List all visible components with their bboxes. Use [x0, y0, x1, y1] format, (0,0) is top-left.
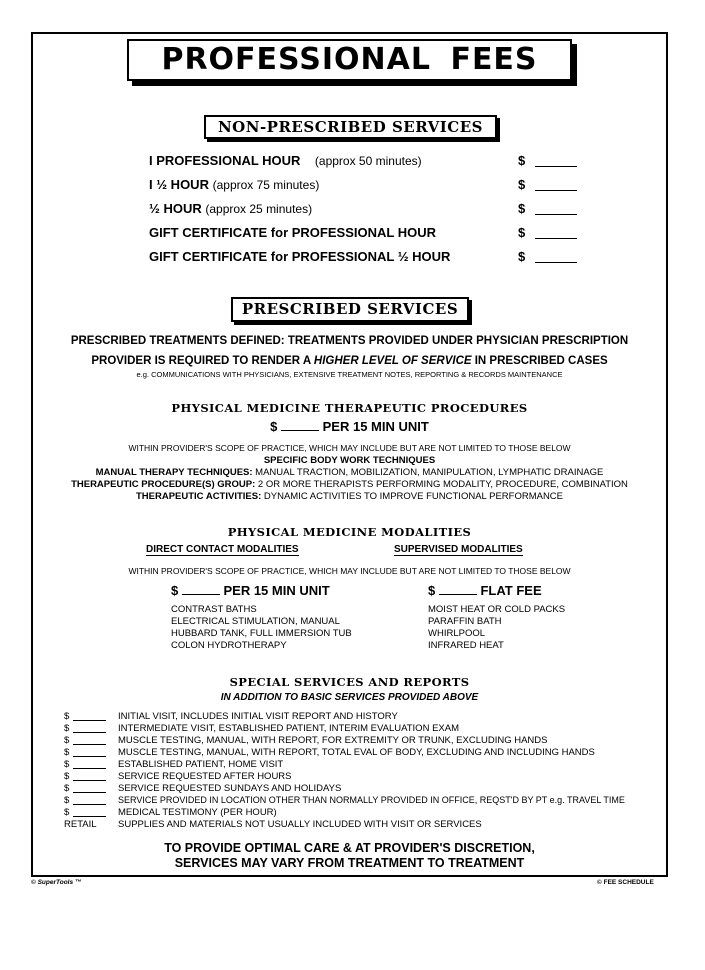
therapeutic-line-text: MANUAL TRACTION, MOBILIZATION, MANIPULATION, LYMPHATIC DRAINAGE: [252, 467, 604, 478]
retail-label: RETAIL: [64, 819, 97, 830]
therapeutic-line-label: THERAPEUTIC ACTIVITIES:: [135, 491, 262, 502]
fee-currency: $: [518, 225, 526, 240]
special-item: SERVICE REQUESTED AFTER HOURS: [118, 771, 292, 782]
prescribed-defined: PRESCRIBED TREATMENTS DEFINED: TREATMENTS PROVIDED UNDER PHYSICIAN PRESCRIPTION: [70, 335, 629, 347]
special-item: SUPPLIES AND MATERIALS NOT USUALLY INCLUDED WITH VISIT OR SERVICES: [118, 819, 482, 830]
special-item: SERVICE REQUESTED SUNDAYS AND HOLIDAYS: [118, 783, 342, 794]
special-currency: $: [64, 795, 70, 806]
direct-unit-line: [171, 583, 330, 598]
special-subheading: IN ADDITION TO BASIC SERVICES PROVIDED ABOVE: [220, 692, 479, 703]
special-currency: $: [64, 711, 70, 722]
fee-row: [149, 201, 312, 216]
prescribed-heading-box: [231, 297, 469, 322]
fee-row-note: (approx 50 minutes): [314, 154, 422, 168]
provider-requirement-end: IN PRESCRIBED CASES: [471, 355, 608, 367]
special-blank-field[interactable]: [73, 804, 106, 805]
fee-blank-field[interactable]: [535, 262, 577, 263]
special-item: MUSCLE TESTING, MANUAL, WITH REPORT, FOR EXTREMITY OR TRUNK, EXCLUDING HANDS: [118, 735, 548, 746]
therapeutic-currency: $: [270, 419, 278, 434]
non-prescribed-heading-box: [204, 115, 497, 139]
fee-row-label: I ½ HOUR: [149, 177, 209, 192]
therapeutic-line-text: 2 OR MORE THERAPISTS PERFORMING MODALITY, PROCEDURE, COMBINATION: [255, 479, 628, 490]
page-title-box: [127, 39, 572, 81]
special-blank-field[interactable]: [73, 780, 106, 781]
list-item: MOIST HEAT OR COLD PACKS: [428, 604, 566, 615]
direct-modalities-label: DIRECT CONTACT MODALITIES: [146, 544, 299, 555]
therapeutic-line: [31, 467, 668, 478]
list-item: PARAFFIN BATH: [428, 616, 502, 627]
special-currency: $: [64, 783, 70, 794]
page-title: PROFESSIONAL FEES: [161, 42, 538, 77]
footer-copyright: © SuperTools ™: [31, 879, 82, 886]
non-prescribed-heading: NON-PRESCRIBED SERVICES: [217, 118, 484, 136]
modalities-heading: PHYSICAL MEDICINE MODALITIES: [227, 525, 472, 539]
therapeutic-line-label: MANUAL THERAPY TECHNIQUES:: [95, 467, 253, 478]
therapeutic-line: [31, 479, 668, 490]
list-item: HUBBARD TANK, FULL IMMERSION TUB: [171, 628, 352, 639]
fee-row: [149, 153, 422, 168]
provider-requirement-start: PROVIDER IS REQUIRED TO RENDER A: [91, 355, 314, 367]
list-item: ELECTRICAL STIMULATION, MANUAL: [171, 616, 340, 627]
fee-row-label: ½ HOUR: [149, 201, 202, 216]
closing-line-1: TO PROVIDE OPTIMAL CARE & AT PROVIDER'S DISCRETION,: [164, 841, 535, 855]
special-item: INITIAL VISIT, INCLUDES INITIAL VISIT REPORT AND HISTORY: [118, 711, 398, 722]
fee-blank-field[interactable]: [535, 214, 577, 215]
therapeutic-line-label: THERAPEUTIC PROCEDURE(S) GROUP:: [71, 479, 256, 490]
special-item: INTERMEDIATE VISIT, ESTABLISHED PATIENT, INTERIM EVALUATION EXAM: [118, 723, 459, 734]
provider-requirement-emphasis: HIGHER LEVEL OF SERVICE: [313, 355, 472, 367]
special-currency: $: [64, 747, 70, 758]
fee-row-label: GIFT CERTIFICATE for PROFESSIONAL HOUR: [149, 225, 436, 240]
supervised-currency: $: [428, 583, 436, 598]
therapeutic-blank-field[interactable]: [281, 430, 319, 431]
fee-row-label: GIFT CERTIFICATE for PROFESSIONAL ½ HOUR: [149, 249, 451, 264]
direct-unit: PER 15 MIN UNIT: [223, 583, 330, 598]
special-currency: $: [64, 759, 70, 770]
special-blank-field[interactable]: [73, 792, 106, 793]
therapeutic-unit: PER 15 MIN UNIT: [322, 419, 429, 434]
provider-requirement: [31, 355, 668, 367]
fee-blank-field[interactable]: [535, 166, 577, 167]
fee-row: [149, 177, 319, 192]
footer-schedule: © FEE SCHEDULE: [597, 879, 654, 886]
specific-techniques: SPECIFIC BODY WORK TECHNIQUES: [263, 455, 436, 466]
special-blank-field[interactable]: [73, 732, 106, 733]
fee-row-note: (approx 25 minutes): [205, 202, 313, 216]
special-blank-field[interactable]: [73, 816, 106, 817]
special-currency: $: [64, 771, 70, 782]
prescribed-example: e.g. COMMUNICATIONS WITH PHYSICIANS, EXTENSIVE TREATMENT NOTES, REPORTING & RECORDS MAINTENANCE: [136, 370, 563, 379]
special-item: MEDICAL TESTIMONY (PER HOUR): [118, 807, 277, 818]
fee-currency: $: [518, 249, 526, 264]
therapeutic-heading: PHYSICAL MEDICINE THERAPEUTIC PROCEDURES: [171, 401, 528, 415]
list-item: COLON HYDROTHERAPY: [171, 640, 287, 651]
direct-currency: $: [171, 583, 179, 598]
supervised-unit-line: [428, 583, 542, 598]
prescribed-heading: PRESCRIBED SERVICES: [241, 300, 459, 318]
special-currency: $: [64, 807, 70, 818]
special-item: ESTABLISHED PATIENT, HOME VISIT: [118, 759, 284, 770]
special-currency: $: [64, 723, 70, 734]
direct-blank-field[interactable]: [182, 594, 220, 595]
special-blank-field[interactable]: [73, 768, 106, 769]
list-item: CONTRAST BATHS: [171, 604, 257, 615]
direct-modalities-list: [171, 604, 352, 652]
special-item: SERVICE PROVIDED IN LOCATION OTHER THAN NORMALLY PROVIDED IN OFFICE, REQST'D BY PT e.g. TRAVEL TIME: [118, 795, 625, 805]
fee-currency: $: [518, 177, 526, 192]
supervised-unit: FLAT FEE: [480, 583, 542, 598]
fee-blank-field[interactable]: [535, 238, 577, 239]
supervised-modalities-list: [428, 604, 565, 652]
list-item: INFRARED HEAT: [428, 640, 504, 651]
special-heading: SPECIAL SERVICES AND REPORTS: [229, 675, 470, 689]
fee-blank-field[interactable]: [535, 190, 577, 191]
therapeutic-line: [31, 491, 668, 502]
fee-row: [149, 225, 436, 240]
list-item: WHIRLPOOL: [428, 628, 486, 639]
special-item: MUSCLE TESTING, MANUAL, WITH REPORT, TOTAL EVAL OF BODY, EXCLUDING AND INCLUDING HANDS: [118, 747, 595, 758]
supervised-blank-field[interactable]: [439, 594, 477, 595]
closing-line-2: SERVICES MAY VARY FROM TREATMENT TO TREATMENT: [174, 856, 525, 870]
special-blank-field[interactable]: [73, 756, 106, 757]
special-blank-field[interactable]: [73, 744, 106, 745]
fee-row-label: I PROFESSIONAL HOUR: [149, 153, 301, 168]
modalities-scope: WITHIN PROVIDER'S SCOPE OF PRACTICE, WHICH MAY INCLUDE BUT ARE NOT LIMITED TO THOSE BELOW: [128, 566, 571, 576]
fee-currency: $: [518, 201, 526, 216]
therapeutic-unit-line: [31, 419, 668, 434]
fee-row: [149, 249, 450, 264]
fee-currency: $: [518, 153, 526, 168]
fee-row-note: (approx 75 minutes): [212, 178, 320, 192]
special-blank-field[interactable]: [73, 720, 106, 721]
therapeutic-scope: WITHIN PROVIDER'S SCOPE OF PRACTICE, WHICH MAY INCLUDE BUT ARE NOT LIMITED TO THOSE BELOW: [128, 443, 571, 453]
special-currency: $: [64, 735, 70, 746]
supervised-modalities-label: SUPERVISED MODALITIES: [394, 544, 523, 555]
therapeutic-line-text: DYNAMIC ACTIVITIES TO IMPROVE FUNCTIONAL PERFORMANCE: [261, 491, 564, 502]
